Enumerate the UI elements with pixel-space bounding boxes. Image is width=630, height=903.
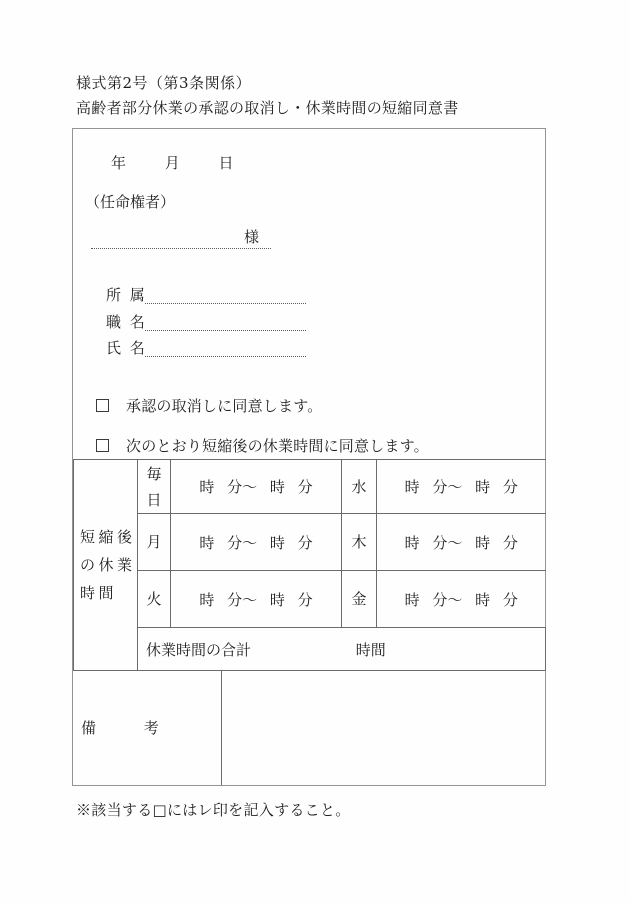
- remarks-section: [73, 670, 545, 785]
- time-range-cell-thursday: 時 分～ 時 分: [377, 514, 546, 571]
- consent-row-cancellation: [96, 397, 322, 414]
- total-hours-unit: 時間: [355, 640, 386, 659]
- remarks-label-cell: [73, 670, 222, 785]
- schedule-row-monday: [74, 514, 546, 571]
- document-title: 高齢者部分休業の承認の取消し・休業時間の短縮同意書: [76, 99, 459, 117]
- total-hours-cell: [138, 628, 546, 671]
- affiliation-label: 所 属: [106, 286, 145, 304]
- date-line: 年 月 日: [111, 154, 234, 172]
- field-row-affiliation: [106, 287, 306, 304]
- job-title-blank-field[interactable]: [145, 315, 306, 331]
- consent-row-shortened-hours: [96, 437, 429, 454]
- form-box: [72, 128, 546, 786]
- row-header-cell: 短縮後の休業時間: [74, 460, 138, 671]
- affiliation-blank-field[interactable]: [145, 288, 306, 304]
- shortened-hours-checkbox[interactable]: [96, 439, 109, 452]
- day-cell-wednesday: 水: [342, 460, 377, 514]
- remarks-blank-field[interactable]: [222, 670, 545, 785]
- day-cell-everyday: 毎日: [138, 460, 171, 514]
- time-range-cell-tuesday: 時 分～ 時 分: [171, 571, 342, 628]
- total-hours-label: 休業時間の合計: [146, 640, 252, 659]
- honorific-label: 様: [243, 228, 259, 246]
- form-number: 様式第2号（第3条関係）: [76, 74, 252, 92]
- appointer-label: （任命権者）: [85, 193, 176, 211]
- addressee-blank-field[interactable]: [91, 225, 271, 249]
- remarks-label: 備 考: [81, 719, 159, 737]
- field-row-job-title: [106, 314, 306, 331]
- schedule-table: [73, 459, 546, 671]
- day-cell-friday: 金: [342, 571, 377, 628]
- name-blank-field[interactable]: [145, 341, 306, 357]
- time-range-cell-wednesday: 時 分～ 時 分: [377, 460, 546, 514]
- time-range-cell-monday: 時 分～ 時 分: [171, 514, 342, 571]
- schedule-row-total: [74, 628, 546, 671]
- day-cell-thursday: 木: [342, 514, 377, 571]
- day-cell-monday: 月: [138, 514, 171, 571]
- schedule-row-everyday: [74, 460, 546, 514]
- shortened-hours-consent-label: 次のとおり短縮後の休業時間に同意します。: [126, 437, 429, 455]
- job-title-label: 職 名: [106, 313, 145, 331]
- footnote: ※該当する□にはレ印を記入すること。: [76, 801, 351, 819]
- cancellation-consent-label: 承認の取消しに同意します。: [126, 397, 323, 415]
- day-cell-tuesday: 火: [138, 571, 171, 628]
- schedule-row-tuesday: [74, 571, 546, 628]
- time-range-cell-everyday: 時 分～ 時 分: [171, 460, 342, 514]
- field-row-name: [106, 340, 306, 357]
- time-range-cell-friday: 時 分～ 時 分: [377, 571, 546, 628]
- name-label: 氏 名: [106, 339, 145, 357]
- cancellation-checkbox[interactable]: [96, 399, 109, 412]
